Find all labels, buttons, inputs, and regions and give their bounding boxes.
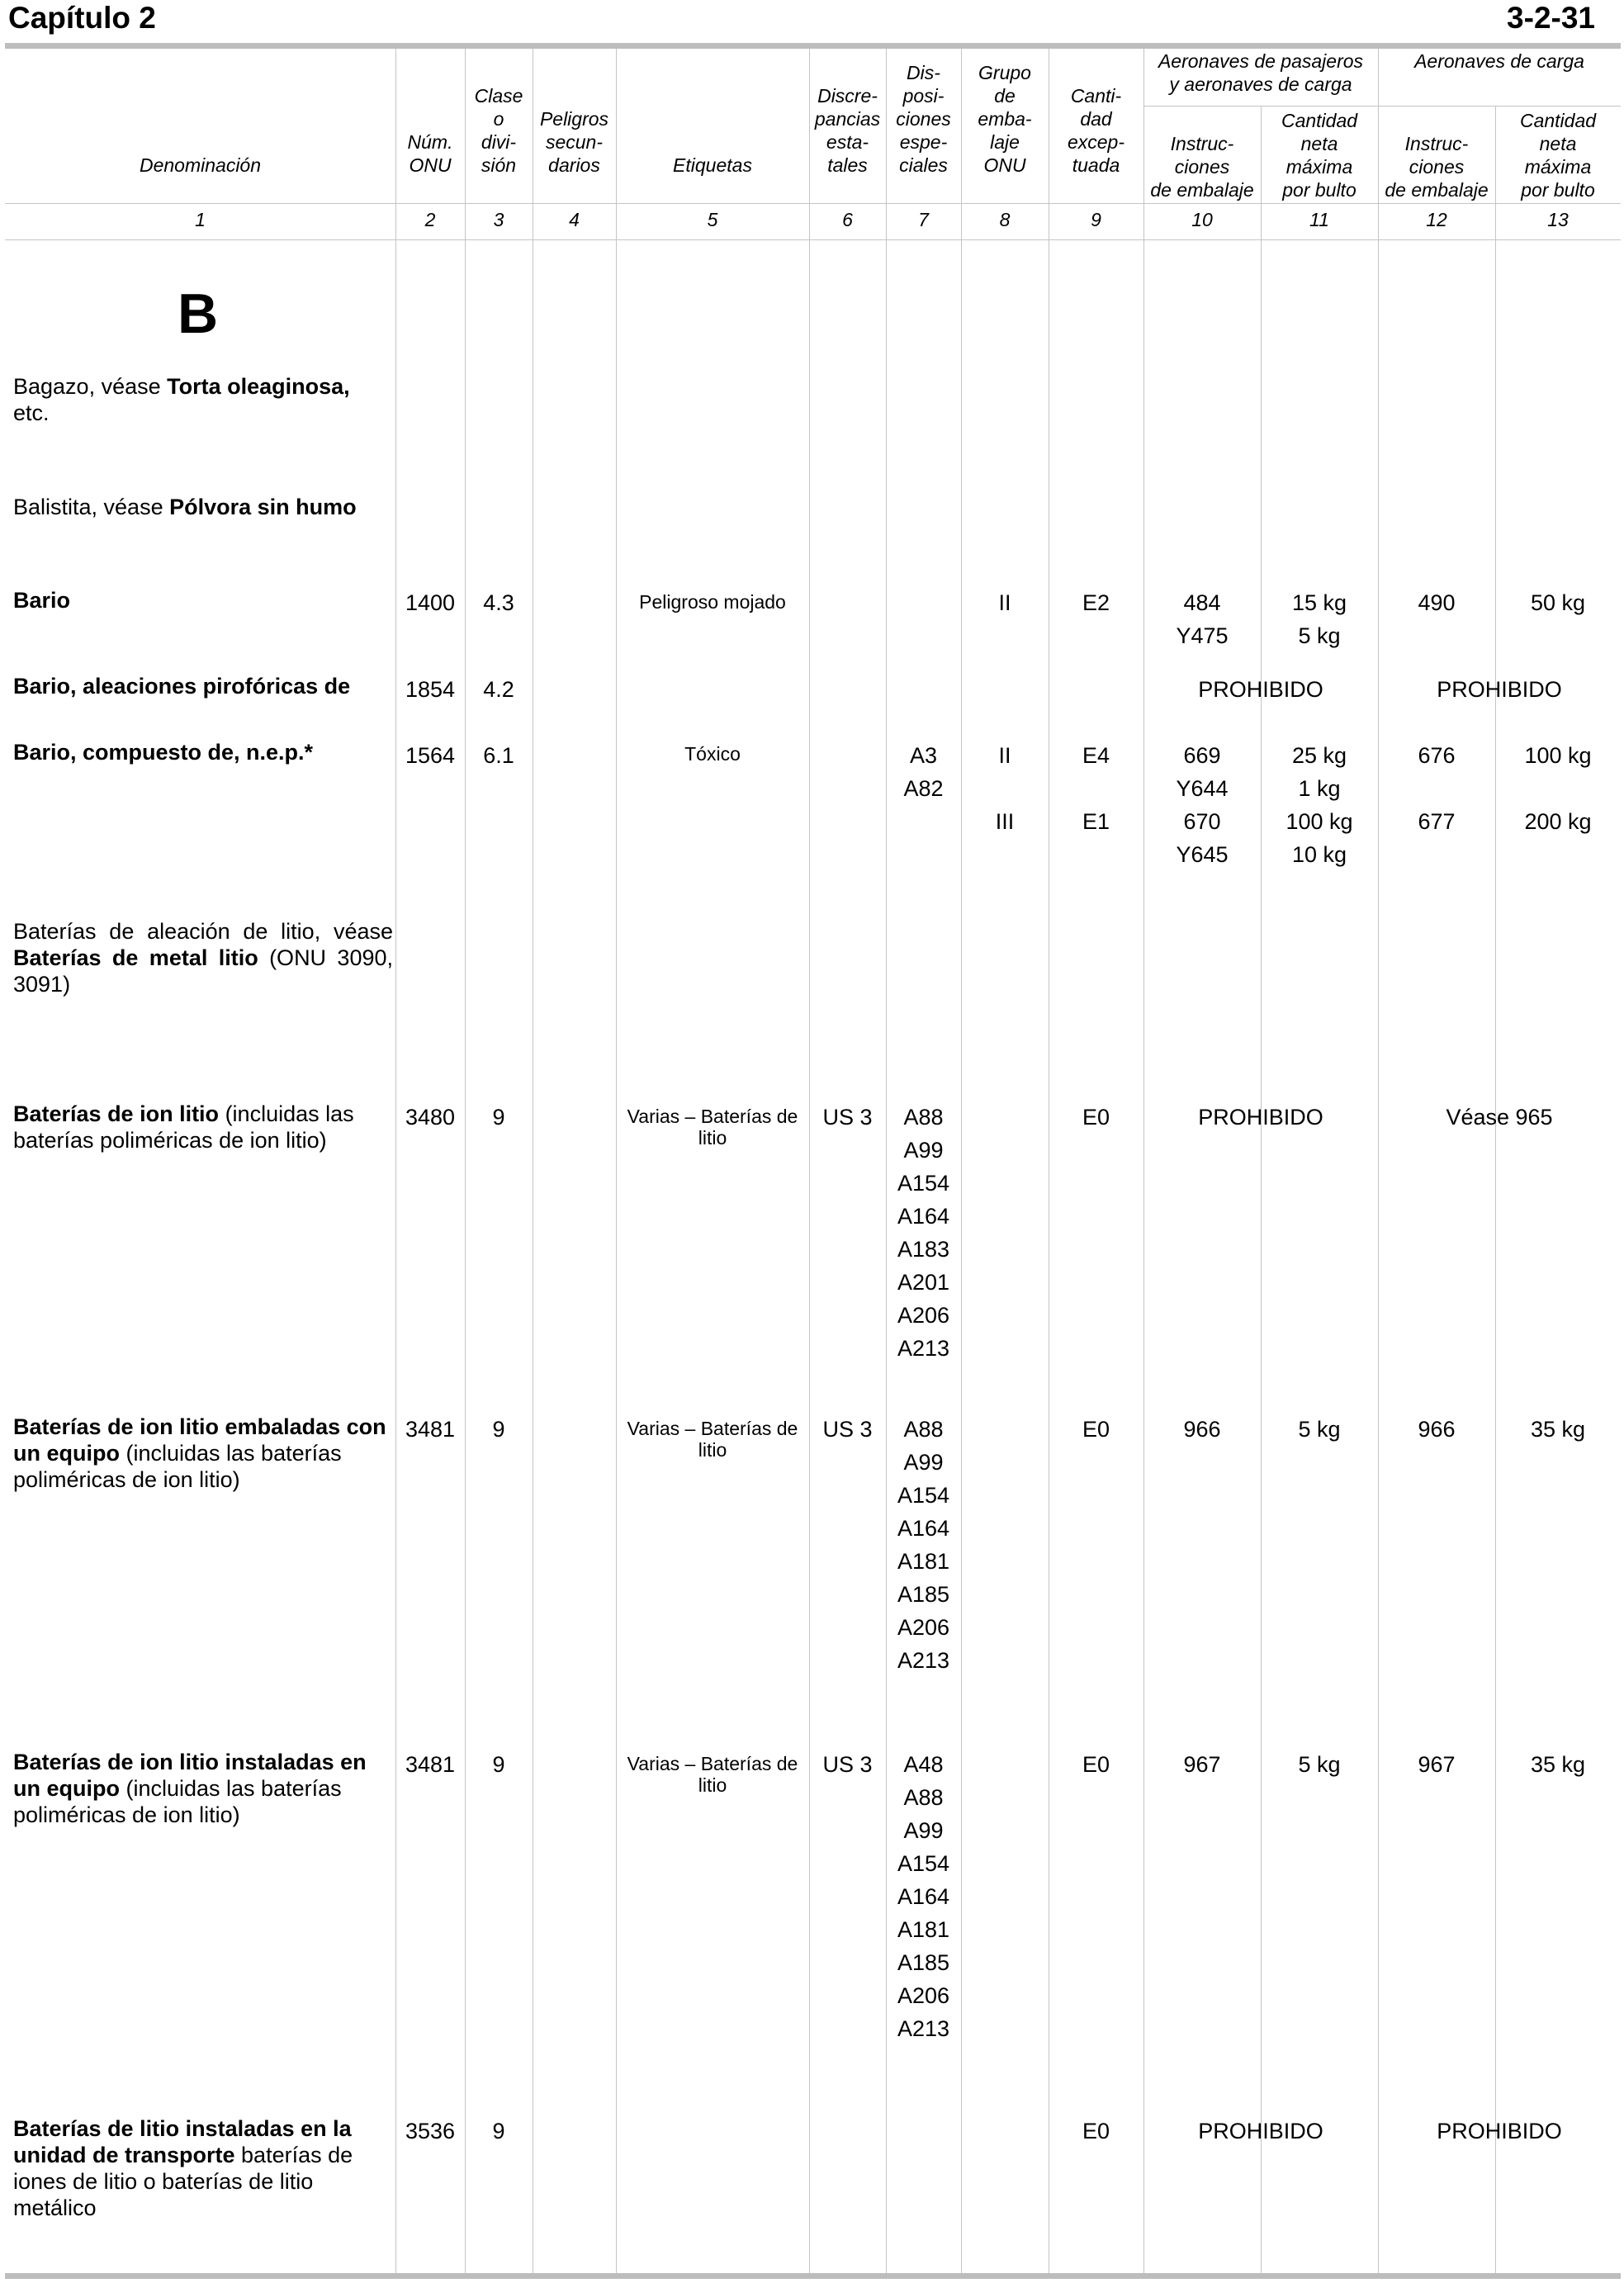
col-number: 13 <box>1547 209 1569 230</box>
top-rule <box>5 43 1621 49</box>
col-header-disposiciones: Dis- posi- ciones espe- ciales <box>896 62 951 176</box>
col-number: 4 <box>569 209 580 230</box>
entry-name-text: baterías de iones de litio o baterías de litio metálico <box>13 2143 353 2220</box>
special-provisions: A3 A82 <box>903 743 944 801</box>
packing-instruction-pax: 484 Y475 <box>1176 590 1229 648</box>
entry-name <box>13 1101 393 1153</box>
col-number: 8 <box>999 209 1011 230</box>
class-division: 9 <box>492 1752 505 1777</box>
col-header-peligros: Peligros secun- darios <box>539 108 609 176</box>
col-header-grupo-embalaje: Grupo de emba- laje ONU <box>978 62 1032 176</box>
special-provisions: A88 A99 A154 A164 A181 A185 A206 A213 <box>897 1417 950 1673</box>
chapter-title: Capítulo 2 <box>8 1 156 35</box>
max-quantity-pax: 25 kg 1 kg 100 kg 10 kg <box>1285 743 1353 867</box>
un-number: 1564 <box>405 743 456 768</box>
entry-name-bold: Baterías de ion litio <box>13 1101 220 1126</box>
col-line <box>616 49 617 2273</box>
max-quantity-cargo: 35 kg <box>1530 1752 1586 1777</box>
forbidden-cargo: PROHIBIDO <box>1437 677 1562 702</box>
col-line <box>1143 49 1144 2273</box>
entry-name-text: (incluidas las baterías poliméricas de ion litio) <box>13 1441 342 1492</box>
entry-name-text: (incluidas las baterías poliméricas de ion litio) <box>13 1776 342 1827</box>
section-letter: B <box>178 282 219 345</box>
excepted-quantity: E4 E1 <box>1082 743 1110 834</box>
entry-name-ref: Pólvora sin humo <box>169 495 357 519</box>
group-divider <box>1143 106 1621 107</box>
max-quantity-cargo: 100 kg 200 kg <box>1524 743 1592 834</box>
col-header-instrucciones-carga: Instruc- ciones de embalaje <box>1385 133 1489 201</box>
entry-name-text: (ONU 3090, 3091) <box>13 945 393 997</box>
class-division: 9 <box>492 2119 505 2143</box>
cargo-reference: Véase 965 <box>1446 1105 1553 1130</box>
forbidden-pax: PROHIBIDO <box>1198 677 1323 702</box>
entry-name <box>13 373 393 426</box>
col-line <box>809 49 810 2273</box>
col-header-etiquetas: Etiquetas <box>673 154 752 176</box>
max-quantity-pax: 5 kg <box>1298 1417 1341 1442</box>
excepted-quantity: E2 <box>1082 590 1110 615</box>
excepted-quantity: E0 <box>1082 1417 1110 1442</box>
class-division: 6.1 <box>483 743 514 768</box>
forbidden-pax: PROHIBIDO <box>1198 1105 1323 1130</box>
excepted-quantity: E0 <box>1082 2119 1110 2143</box>
un-number: 3536 <box>405 2119 456 2143</box>
un-number: 3481 <box>405 1752 456 1777</box>
entry-name-bold: Baterías de ion litio instaladas en un equipo <box>13 1750 367 1801</box>
max-quantity-pax: 15 kg 5 kg <box>1291 590 1347 648</box>
col-line <box>465 49 466 2273</box>
col-number: 3 <box>493 209 504 230</box>
col-header-cantidad-carga: Cantidad neta máxima por bulto <box>1519 110 1597 201</box>
un-number: 1400 <box>405 590 456 615</box>
col-header-discrepancias: Discre- pancias esta- tales <box>814 85 881 176</box>
col-number: 1 <box>195 209 206 230</box>
excepted-quantity: E0 <box>1082 1752 1110 1777</box>
col-number: 7 <box>918 209 929 230</box>
packing-instruction-pax: 966 <box>1183 1417 1221 1442</box>
un-number: 3480 <box>405 1105 456 1130</box>
packing-instruction-cargo: 676 677 <box>1418 743 1456 834</box>
col-header-clase: Clase o divi- sión <box>474 85 523 176</box>
state-variation: US 3 <box>822 1417 873 1442</box>
class-division: 4.3 <box>483 590 514 615</box>
packing-group: II III <box>995 743 1015 834</box>
hazard-label: Peligroso mojado <box>639 591 786 613</box>
max-quantity-cargo: 50 kg <box>1530 590 1586 615</box>
col-header-denominacion: Denominación <box>139 154 262 176</box>
entry-name <box>13 2115 393 2221</box>
col-header-num-onu: Núm. ONU <box>407 131 453 176</box>
col-number: 6 <box>842 209 853 230</box>
col-header-cantidad-exceptuada: Canti- dad excep- tuada <box>1067 85 1125 176</box>
forbidden-pax: PROHIBIDO <box>1198 2119 1323 2143</box>
page-number: 3-2-31 <box>1507 1 1595 35</box>
hazard-label: Varias – Baterías de litio <box>627 1753 798 1796</box>
col-line <box>395 49 396 2273</box>
class-division: 9 <box>492 1417 505 1442</box>
packing-instruction-pax: 967 <box>1183 1752 1221 1777</box>
max-quantity-pax: 5 kg <box>1298 1752 1341 1777</box>
col-line <box>1495 106 1496 2273</box>
un-number: 1854 <box>405 677 456 702</box>
bottom-rule <box>5 2273 1621 2279</box>
entry-name <box>13 918 393 997</box>
entry-name-text: Bagazo, véase <box>13 374 168 399</box>
entry-name <box>13 1749 393 1828</box>
state-variation: US 3 <box>822 1752 873 1777</box>
entry-name <box>13 494 393 520</box>
entry-name-text: (incluidas las baterías poliméricas de ion litio) <box>13 1101 354 1153</box>
packing-instruction-cargo: 966 <box>1418 1417 1456 1442</box>
excepted-quantity: E0 <box>1082 1105 1110 1130</box>
un-number: 3481 <box>405 1417 456 1442</box>
hazard-label: Varias – Baterías de litio <box>627 1418 798 1461</box>
entry-name-ref: Torta oleaginosa, <box>167 374 350 399</box>
col-number: 9 <box>1091 209 1101 230</box>
entry-name-bold: Baterías de ion litio embaladas con un equipo <box>13 1414 386 1466</box>
packing-instruction-pax: 669 Y644 670 Y645 <box>1176 743 1229 867</box>
col-line <box>1261 106 1262 2273</box>
entry-name: Bario, aleaciones pirofóricas de <box>13 674 351 699</box>
entry-name-bold: Baterías de litio instaladas en la unidad de transporte <box>13 2116 352 2167</box>
entry-name-ref: Baterías de metal litio <box>13 945 258 970</box>
col-number: 12 <box>1426 209 1447 230</box>
entry-name-text: Balistita, véase <box>13 495 170 519</box>
col-group-carga: Aeronaves de carga <box>1414 50 1584 72</box>
class-division: 9 <box>492 1105 505 1130</box>
col-line <box>1378 49 1379 2273</box>
entry-name: Bario <box>13 588 71 613</box>
hazard-label: Tóxico <box>684 743 741 765</box>
col-number: 5 <box>707 209 718 230</box>
state-variation: US 3 <box>822 1105 873 1130</box>
class-division: 4.2 <box>483 677 514 702</box>
col-number: 10 <box>1191 209 1213 230</box>
entry-name-text: Baterías de aleación de litio, véase <box>13 919 393 944</box>
entry-name-text: etc. <box>13 400 50 425</box>
max-quantity-cargo: 35 kg <box>1530 1417 1586 1442</box>
col-header-cantidad-pax: Cantidad neta máxima por bulto <box>1281 110 1358 201</box>
forbidden-cargo: PROHIBIDO <box>1437 2119 1562 2143</box>
hazard-label: Varias – Baterías de litio <box>627 1106 798 1149</box>
col-number: 11 <box>1309 209 1329 230</box>
col-number: 2 <box>424 209 436 230</box>
special-provisions: A88 A99 A154 A164 A183 A201 A206 A213 <box>897 1105 950 1361</box>
entry-name <box>13 1414 393 1493</box>
col-line <box>961 49 962 2273</box>
special-provisions: A48 A88 A99 A154 A164 A181 A185 A206 A213 <box>897 1752 950 2041</box>
entry-name: Bario, compuesto de, n.e.p.* <box>13 740 314 765</box>
col-group-pasajeros: Aeronaves de pasajeros y aeronaves de carga <box>1158 50 1364 95</box>
packing-instruction-cargo: 967 <box>1418 1752 1456 1777</box>
packing-instruction-cargo: 490 <box>1418 590 1456 615</box>
col-header-instrucciones-pax: Instruc- ciones de embalaje <box>1150 133 1254 201</box>
packing-group: II <box>998 590 1011 615</box>
